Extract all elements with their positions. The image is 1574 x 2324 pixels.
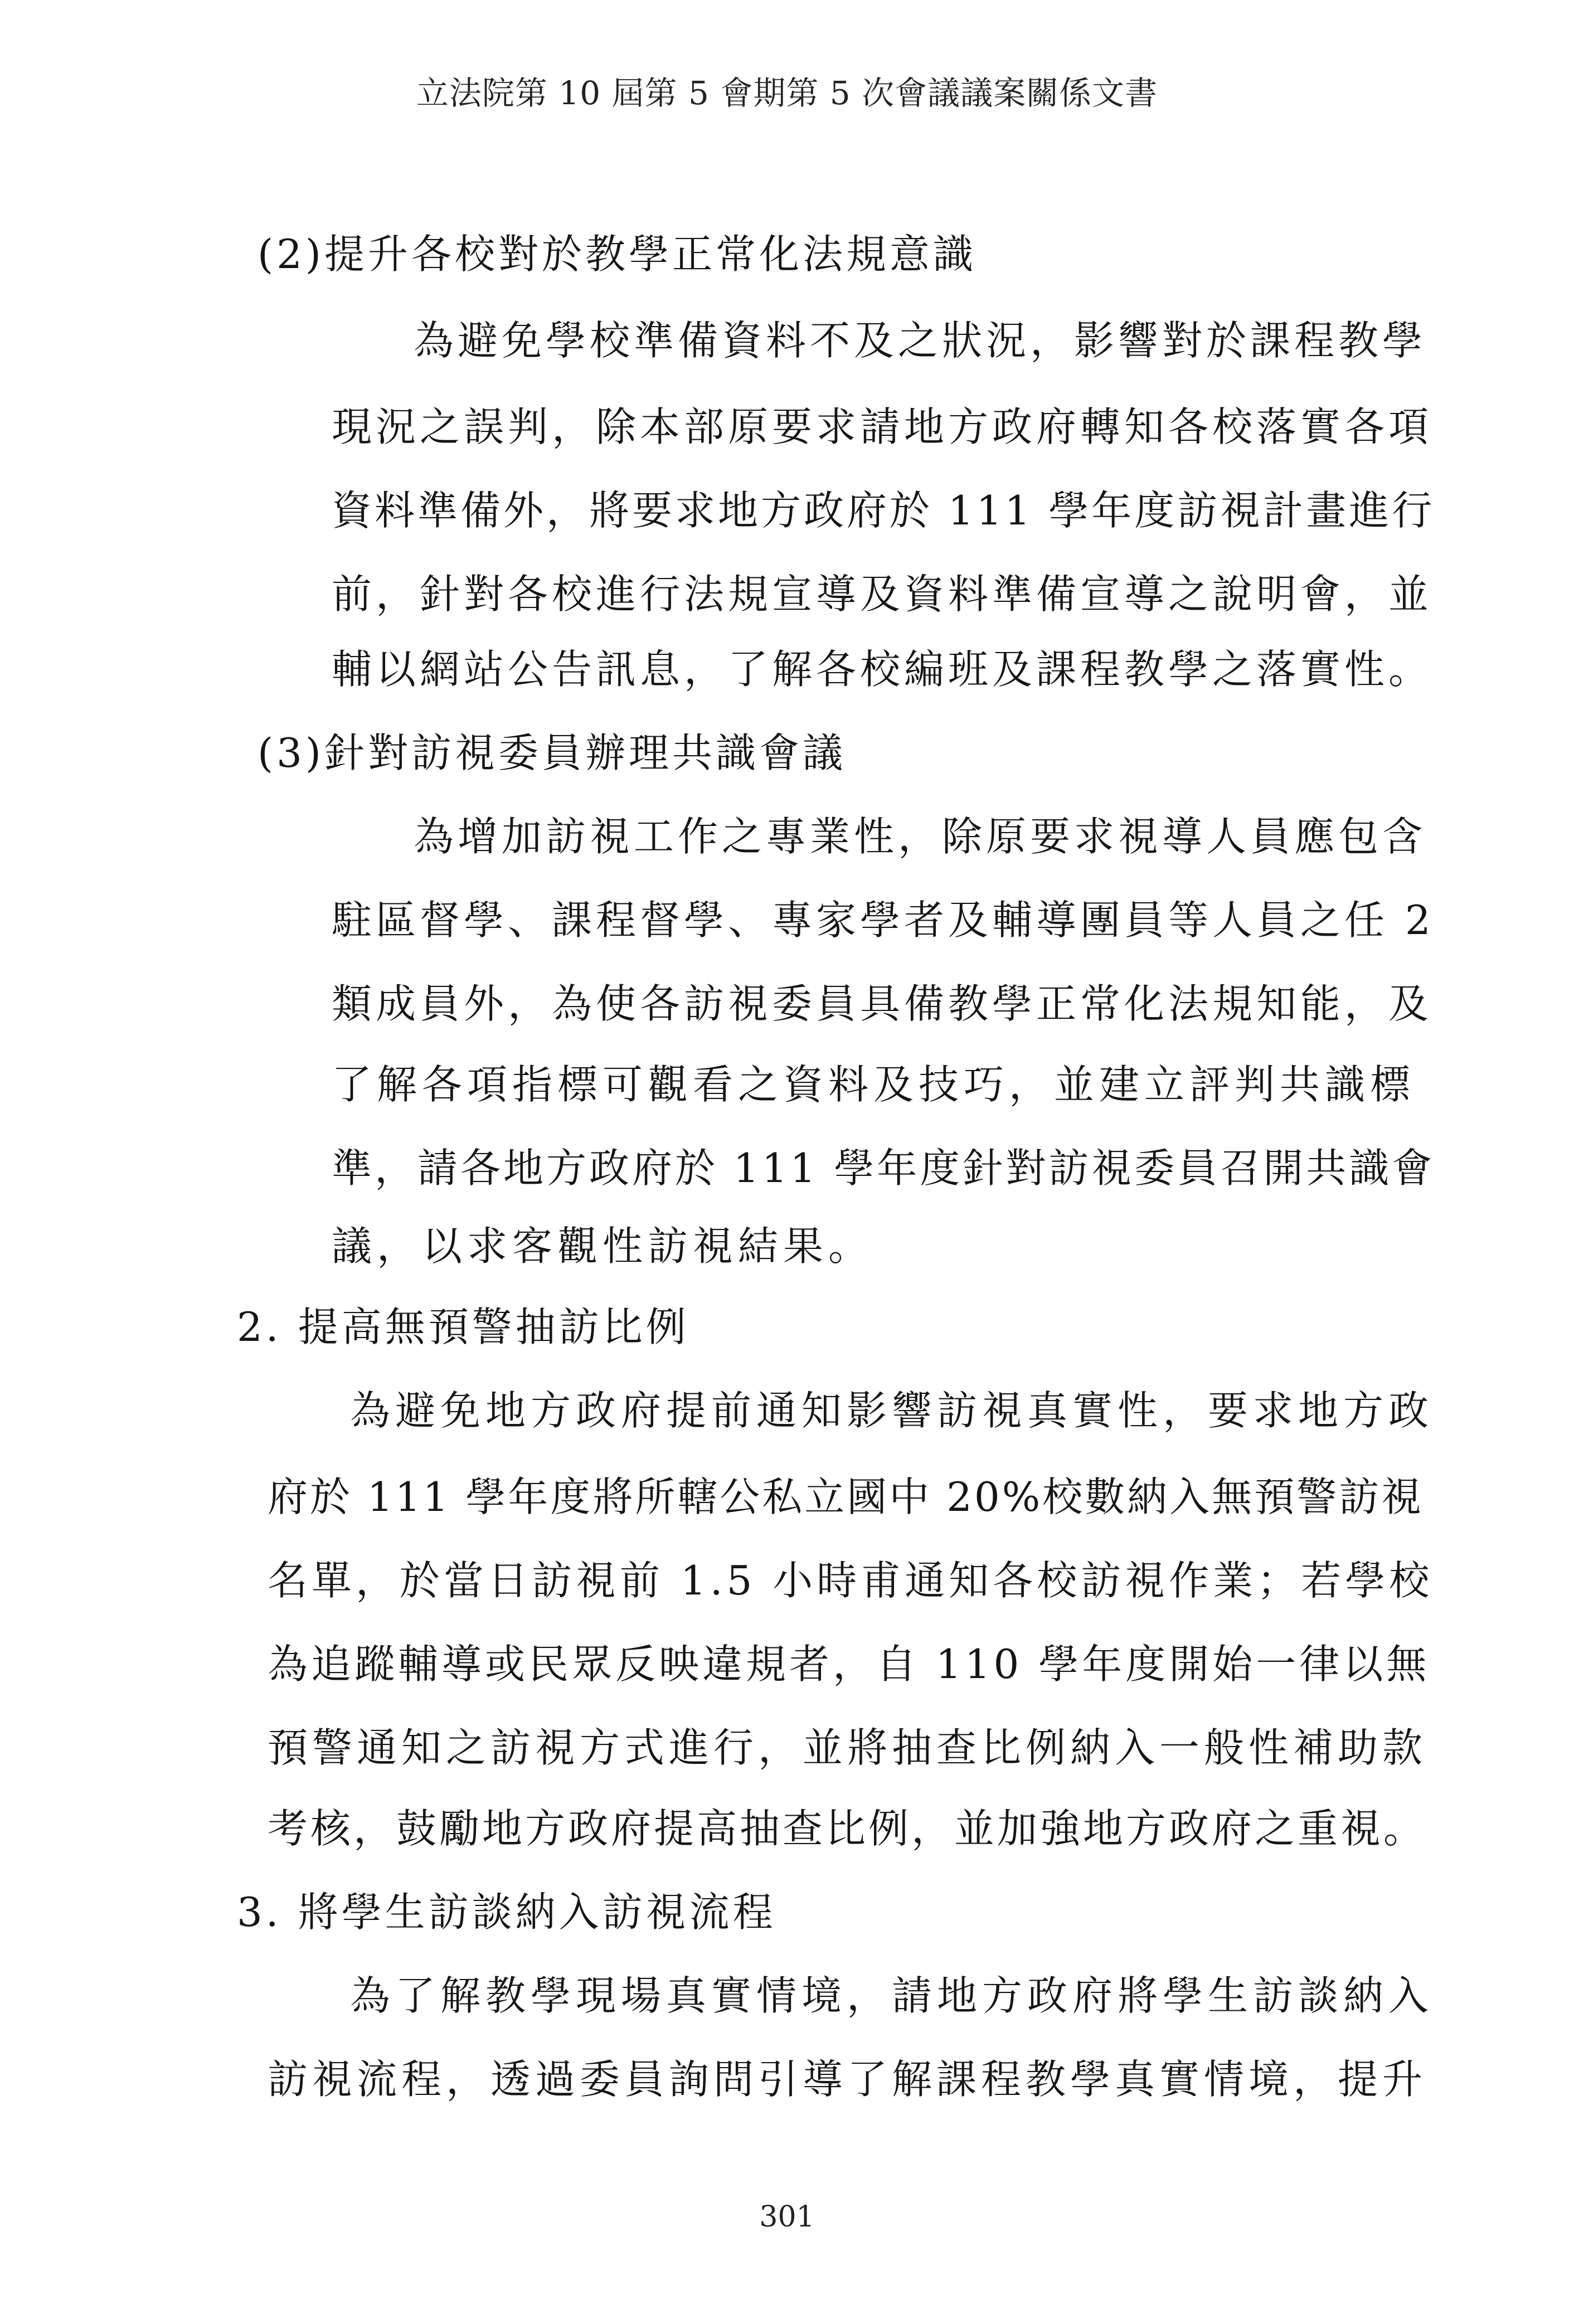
paragraph-line: 為增加訪視工作之專業性，除原要求視導人員應包含 — [414, 813, 1427, 860]
paragraph-line: 駐區督學、課程督學、專家學者及輔導團員等人員之任 2 — [332, 897, 1435, 944]
section-heading: 2. 提高無預警抽訪比例 — [237, 1304, 689, 1350]
paragraph-line: 為了解教學現場真實情境，請地方政府將學生訪談納入 — [350, 1972, 1434, 2019]
page-header: 立法院第 10 屆第 5 會期第 5 次會議議案關係文書 — [416, 74, 1158, 112]
paragraph-line: 準，請各地方政府於 111 學年度針對訪視委員召開共識會 — [332, 1145, 1435, 1192]
paragraph-line: 為追蹤輔導或民眾反映違規者，自 110 學年度開始一律以無 — [268, 1641, 1430, 1688]
paragraph-line: 前，針對各校進行法規宣導及資料準備宣導之說明會，並 — [332, 571, 1433, 618]
page-number: 301 — [759, 2200, 815, 2234]
paragraph-line: 輔以網站公告訊息，了解各校編班及課程教學之落實性。 — [332, 646, 1433, 693]
paragraph-line: 預警通知之訪視方式進行，並將抽查比例納入一般性補助款 — [268, 1724, 1427, 1771]
paragraph-line: 訪視流程，透過委員詢問引導了解課程教學真實情境，提升 — [268, 2056, 1427, 2103]
section-heading: 3. 將學生訪談納入訪視流程 — [237, 1889, 776, 1936]
paragraph-line: 議，以求客觀性訪視結果。 — [332, 1223, 874, 1270]
paragraph-line: 資料準備外，將要求地方政府於 111 學年度訪視計畫進行 — [332, 487, 1435, 534]
paragraph-line: 為避免學校準備資料不及之狀況，影響對於課程教學 — [414, 317, 1427, 364]
section-heading: (3)針對訪視委員辦理共識會議 — [258, 730, 846, 776]
paragraph-line: 考核，鼓勵地方政府提高抽查比例，並加強地方政府之重視。 — [268, 1805, 1427, 1852]
section-heading: (2)提升各校對於教學正常化法規意識 — [258, 231, 977, 278]
paragraph-line: 現況之誤判，除本部原要求請地方政府轉知各校落實各項 — [332, 403, 1433, 450]
paragraph-line: 府於 111 學年度將所轄公私立國中 20%校數納入無預警訪視 — [268, 1474, 1424, 1520]
paragraph-line: 名單，於當日訪視前 1.5 小時甫通知各校訪視作業；若學校 — [268, 1557, 1434, 1604]
paragraph-line: 為避免地方政府提前通知影響訪視真實性，要求地方政 — [350, 1387, 1434, 1434]
paragraph-line: 了解各項指標可觀看之資料及技巧，並建立評判共識標 — [332, 1061, 1416, 1108]
paragraph-line: 類成員外，為使各訪視委員具備教學正常化法規知能，及 — [332, 980, 1433, 1027]
